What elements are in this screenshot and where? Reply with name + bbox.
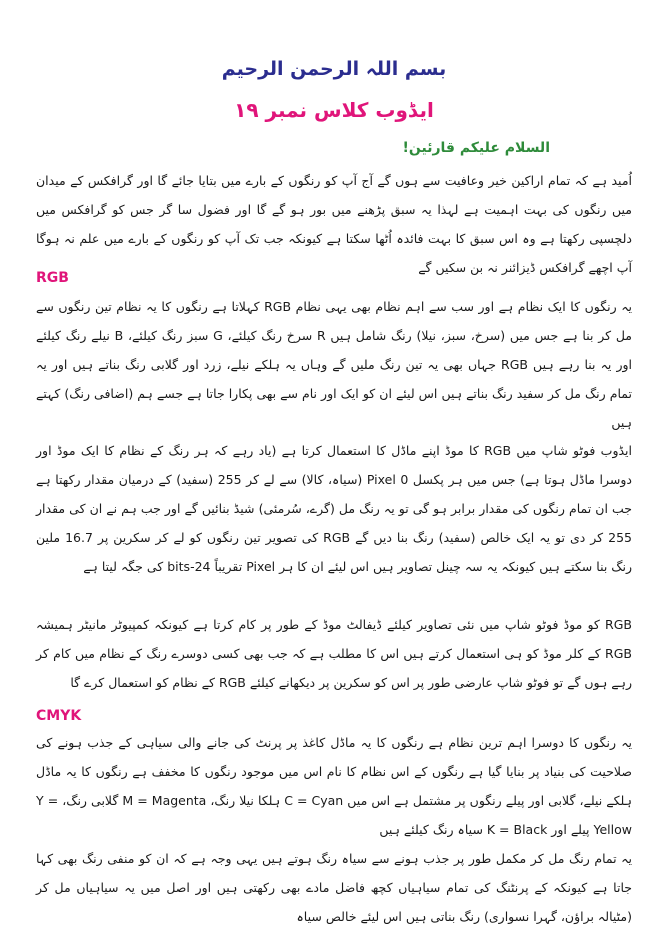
bismillah-heading: بسم اللہ الرحمن الرحیم xyxy=(221,58,447,80)
cmyk-paragraph-2: یہ تمام رنگ مل کر مکمل طور پر جذب ہونے سے سیاہ رنگ ہوتے ہیں یہی وجہ ہے کہ ان کو منفی رنگ بھی کہا جاتا ہے کیونکہ کے پرنٹنگ کی تمام سیاہیاں کچھ فاضل مادے بھی رکھتی ہیں اور اصل میں یہ سیاہیاں مل کر (مٹیالہ براؤن، گہرا نسواری) رنگ بناتی ہیں اس لیئے خالص سیاہ xyxy=(36,851,632,924)
rgb-heading: RGB xyxy=(36,270,69,286)
rgb-paragraph-1: یہ رنگوں کا ایک نظام ہے اور سب سے اہم نظام بھی یہی نظام RGB کہلاتا ہے رنگوں کا یہ نظام تین رنگوں سے مل کر بنا ہے جس میں (سرخ، سبز، نیلا) رنگ شامل ہیں R سرخ رنگ کیلئے، G سبز رنگ کیلئے، B نیلے رنگ کیلئے اور یہ بنا رہے ہیں RGB جہاں بھی یہ تین رنگ ملیں گے وہاں یہ ہلکے نیلے، زرد اور گلابی رنگ بناتے ہیں اور یہ تمام رنگ مل کر سفید رنگ بناتے ہیں اس لیئے ان کو ایک اور نام سے بھی پکارا جاتا ہے جسے ہم (اضافی رنگ) کہتے ہیں xyxy=(36,299,633,430)
cmyk-paragraph-1: یہ رنگوں کا دوسرا اہم ترین نظام ہے رنگوں کا یہ ماڈل کاغذ پر پرنٹ کی جانے والی سیاہی کے جذب ہونے کی صلاحیت کی بنیاد پر بنایا گیا ہے رنگوں کے اس نظام کا نام اس میں موجود رنگوں کا مخفف ہے رنگوں کا یہ ماڈل ہلکے نیلے، گلابی اور پیلے رنگوں پر مشتمل ہے اس میں C = Cyan ہلکا نیلا رنگ، M = Magenta گلابی رنگ، Y = Yellow پیلے اور K = Black سیاہ رنگ کیلئے ہیں xyxy=(36,735,632,837)
greeting: السلام علیکم قارئین! xyxy=(402,140,550,156)
rgb-paragraph-2: ایڈوب فوٹو شاپ میں RGB کا موڈ اپنے ماڈل کا استعمال کرتا ہے (یاد رہے کہ ہر رنگ کے نظام کا ایک موڈ اور دوسرا ماڈل ہوتا ہے) جس میں ہر پکسل Pixel 0 (سیاہ، کالا) سے لے کر 255 (سفید) کے درمیان مقدار رکھتا ہے جب ان تمام رنگوں کی مقدار برابر ہو گی تو یہ رنگ مل (گرے، سُرمئی) شیڈ بنائیں گے اور جب ہم نے ان کی مقدار 255 کر دی تو یہ ایک خالص (سفید) رنگ بنا دیں گے RGB کی تصویر تین رنگوں کو لے کر سکرین پر 16.7 ملین رنگ بنا سکتے ہیں کیونکہ یہ سہ چینل تصاویر ہیں اس لیئے ان کا ہر Pixel تقریباً 24-bits کی جگہ لیتا ہے xyxy=(36,443,632,574)
intro-paragraph: اُمید ہے کہ تمام اراکین خیر وعافیت سے ہوں گے آج آپ کو رنگوں کے بارے میں بتایا جائے گا اور گرافکس کے میدان میں رنگوں کی بہت اہمیت ہے لہذا یہ سبق پڑھنے میں بور ہو گے گا اور فضول سا گر جس کو گرافکس میں دلچسپی رکھتا ہے وہ اس سبق کا بہت فائدہ اُٹھا سکتا ہے کیونکہ جب تک آپ کو رنگوں کے بارے میں علم نہ ہوگا آپ اچھے گرافکس ڈیزائنر نہ بن سکیں گے xyxy=(36,173,632,275)
rgb-paragraph-3: RGB کو موڈ فوٹو شاپ میں نئی تصاویر کیلئے ڈیفالٹ موڈ کے طور پر کام کرتا ہے کیونکہ کمپیوٹر مانیٹر ہمیشہ RGB کے کلر موڈ کو ہی استعمال کرتے ہیں اس کا مطلب ہے کہ جب بھی کسی دوسرے رنگ کے نظام میں کام کر رہے ہوں گے تو فوٹو شاپ عارضی طور پر اس کو سکرین پر دیکھانے کیلئے RGB کے نظام کو استعمال کرے گا xyxy=(36,617,632,690)
cmyk-heading: CMYK xyxy=(36,708,82,724)
lesson-title: ایڈوب کلاس نمبر ۱۹ xyxy=(234,98,434,122)
